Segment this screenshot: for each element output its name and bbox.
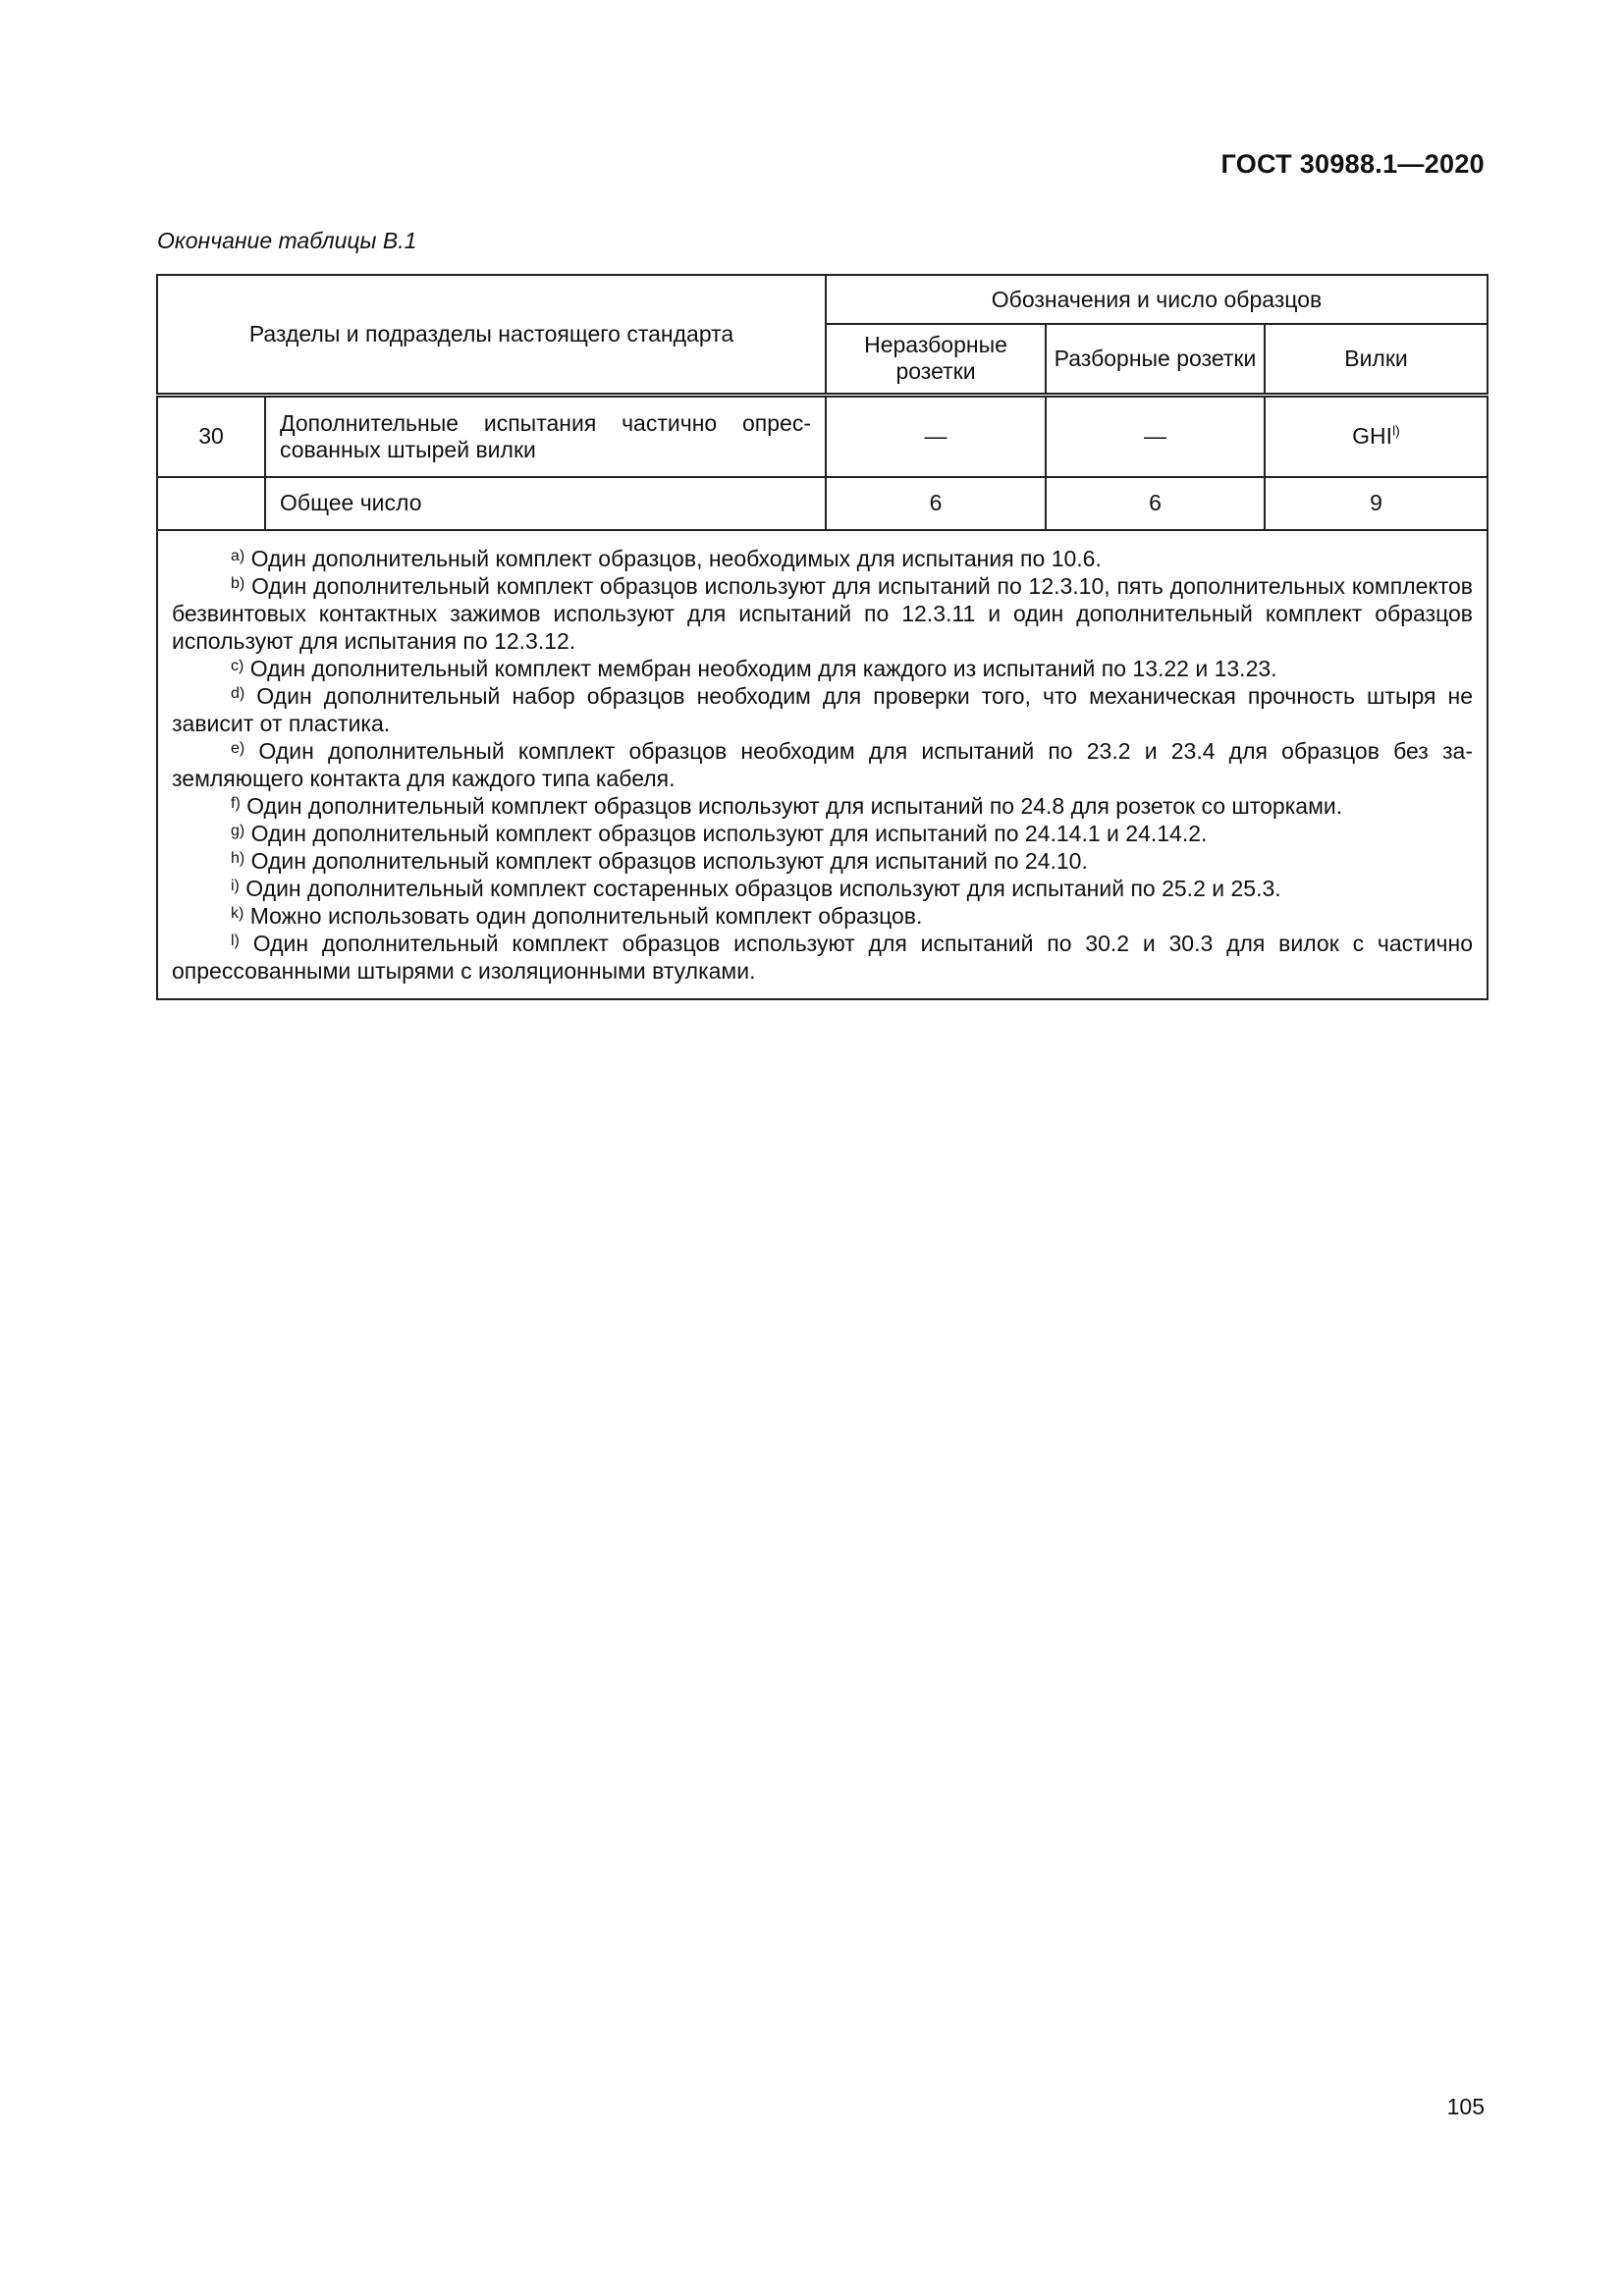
footnote-text: Один дополнительный комплект состаренных образцов используют для испытаний по 25.2 и 25.3. xyxy=(245,875,1281,901)
value-plugs-text: GHI xyxy=(1352,423,1393,449)
footnote-mark: a) xyxy=(231,547,245,564)
table-row xyxy=(157,395,1488,477)
total-plugs: 9 xyxy=(1265,477,1488,530)
section-number xyxy=(157,477,265,530)
document-code: ГОСТ 30988.1—2020 xyxy=(1220,149,1485,179)
designations-header: Обозначения и число образцов xyxy=(826,275,1488,324)
footnote-text: Один дополнительный комплект образцов необходим для испытаний по 23.2 и 23.4 для образцов без за-земляющего контакта для каждого типа кабеля. xyxy=(172,737,1474,791)
value-rewirable: — xyxy=(1046,395,1265,477)
footnote-mark: h) xyxy=(231,849,245,867)
section-description: Дополнительные испытания частично опрес-сованных штырей вилки xyxy=(265,395,826,477)
footnote xyxy=(172,792,1473,820)
header-nonrewirable-sockets: Неразборные розетки xyxy=(826,324,1046,395)
total-nonrewirable: 6 xyxy=(826,477,1046,530)
footnote-text: Один дополнительный комплект мембран необходим для каждого из испытаний по 13.22 и 13.23. xyxy=(249,655,1277,681)
footnote-mark: e) xyxy=(231,739,245,757)
header-rewirable-sockets: Разборные розетки xyxy=(1046,324,1265,395)
footnote-mark: f) xyxy=(231,794,241,812)
footnote xyxy=(172,655,1473,682)
footnote-text: Один дополнительный комплект образцов, необходимых для испытания по 10.6. xyxy=(250,545,1102,571)
footnote-mark: i) xyxy=(231,877,240,894)
footnote xyxy=(172,572,1473,655)
footnote-mark: g) xyxy=(231,822,245,839)
value-nonrewirable: — xyxy=(826,395,1046,477)
footnote-text: Один дополнительный комплект образцов используют для испытаний по 12.3.10, пять дополнительных комплектов безвинтовых контактных зажимов используют для испытаний по 12.3.11 и один дополнительный комплект образцов используют для испытания по 12.3.12. xyxy=(172,572,1474,654)
footnotes xyxy=(157,530,1488,999)
sections-header: Разделы и подразделы настоящего стандарта xyxy=(157,275,826,395)
footnote-mark: l) xyxy=(231,932,240,949)
footnote-mark: c) xyxy=(231,657,244,674)
footnote-text: Один дополнительный комплект образцов используют для испытаний по 24.8 для розеток со шторками. xyxy=(246,792,1343,819)
footnote xyxy=(172,737,1473,792)
footnote-text: Можно использовать один дополнительный комплект образцов. xyxy=(249,902,923,929)
footnote-text: Один дополнительный набор образцов необходим для проверки того, что механическая прочность штыря не зависит от пластика. xyxy=(172,682,1474,736)
footnote xyxy=(172,875,1473,902)
footnote xyxy=(172,930,1473,985)
footnote-text: Один дополнительный комплект образцов используют для испытаний по 24.10. xyxy=(250,847,1088,874)
value-plugs xyxy=(1265,395,1488,477)
footnote xyxy=(172,847,1473,875)
footnote xyxy=(172,682,1473,737)
header-plugs: Вилки xyxy=(1265,324,1488,395)
footnote-ref: l) xyxy=(1392,422,1400,439)
footnote xyxy=(172,902,1473,930)
table-row xyxy=(157,477,1488,530)
footnote-text: Один дополнительный комплект образцов используют для испытаний по 24.14.1 и 24.14.2. xyxy=(250,820,1208,846)
footnote xyxy=(172,820,1473,847)
total-rewirable: 6 xyxy=(1046,477,1265,530)
section-number: 30 xyxy=(157,395,265,477)
footnote-mark: b) xyxy=(231,574,245,592)
footnote-mark: k) xyxy=(231,904,244,922)
footnote-text: Один дополнительный комплект образцов используют для испытаний по 30.2 и 30.3 для вилок с частично опрессованными штырями с изоляционными втулками. xyxy=(172,930,1474,984)
total-label: Общее число xyxy=(265,477,826,530)
footnote-mark: d) xyxy=(231,684,245,702)
table-caption: Окончание таблицы В.1 xyxy=(157,228,417,253)
page-number: 105 xyxy=(1446,2094,1485,2119)
notes-row xyxy=(157,530,1488,999)
footnote xyxy=(172,545,1473,572)
samples-table xyxy=(156,274,1489,1000)
